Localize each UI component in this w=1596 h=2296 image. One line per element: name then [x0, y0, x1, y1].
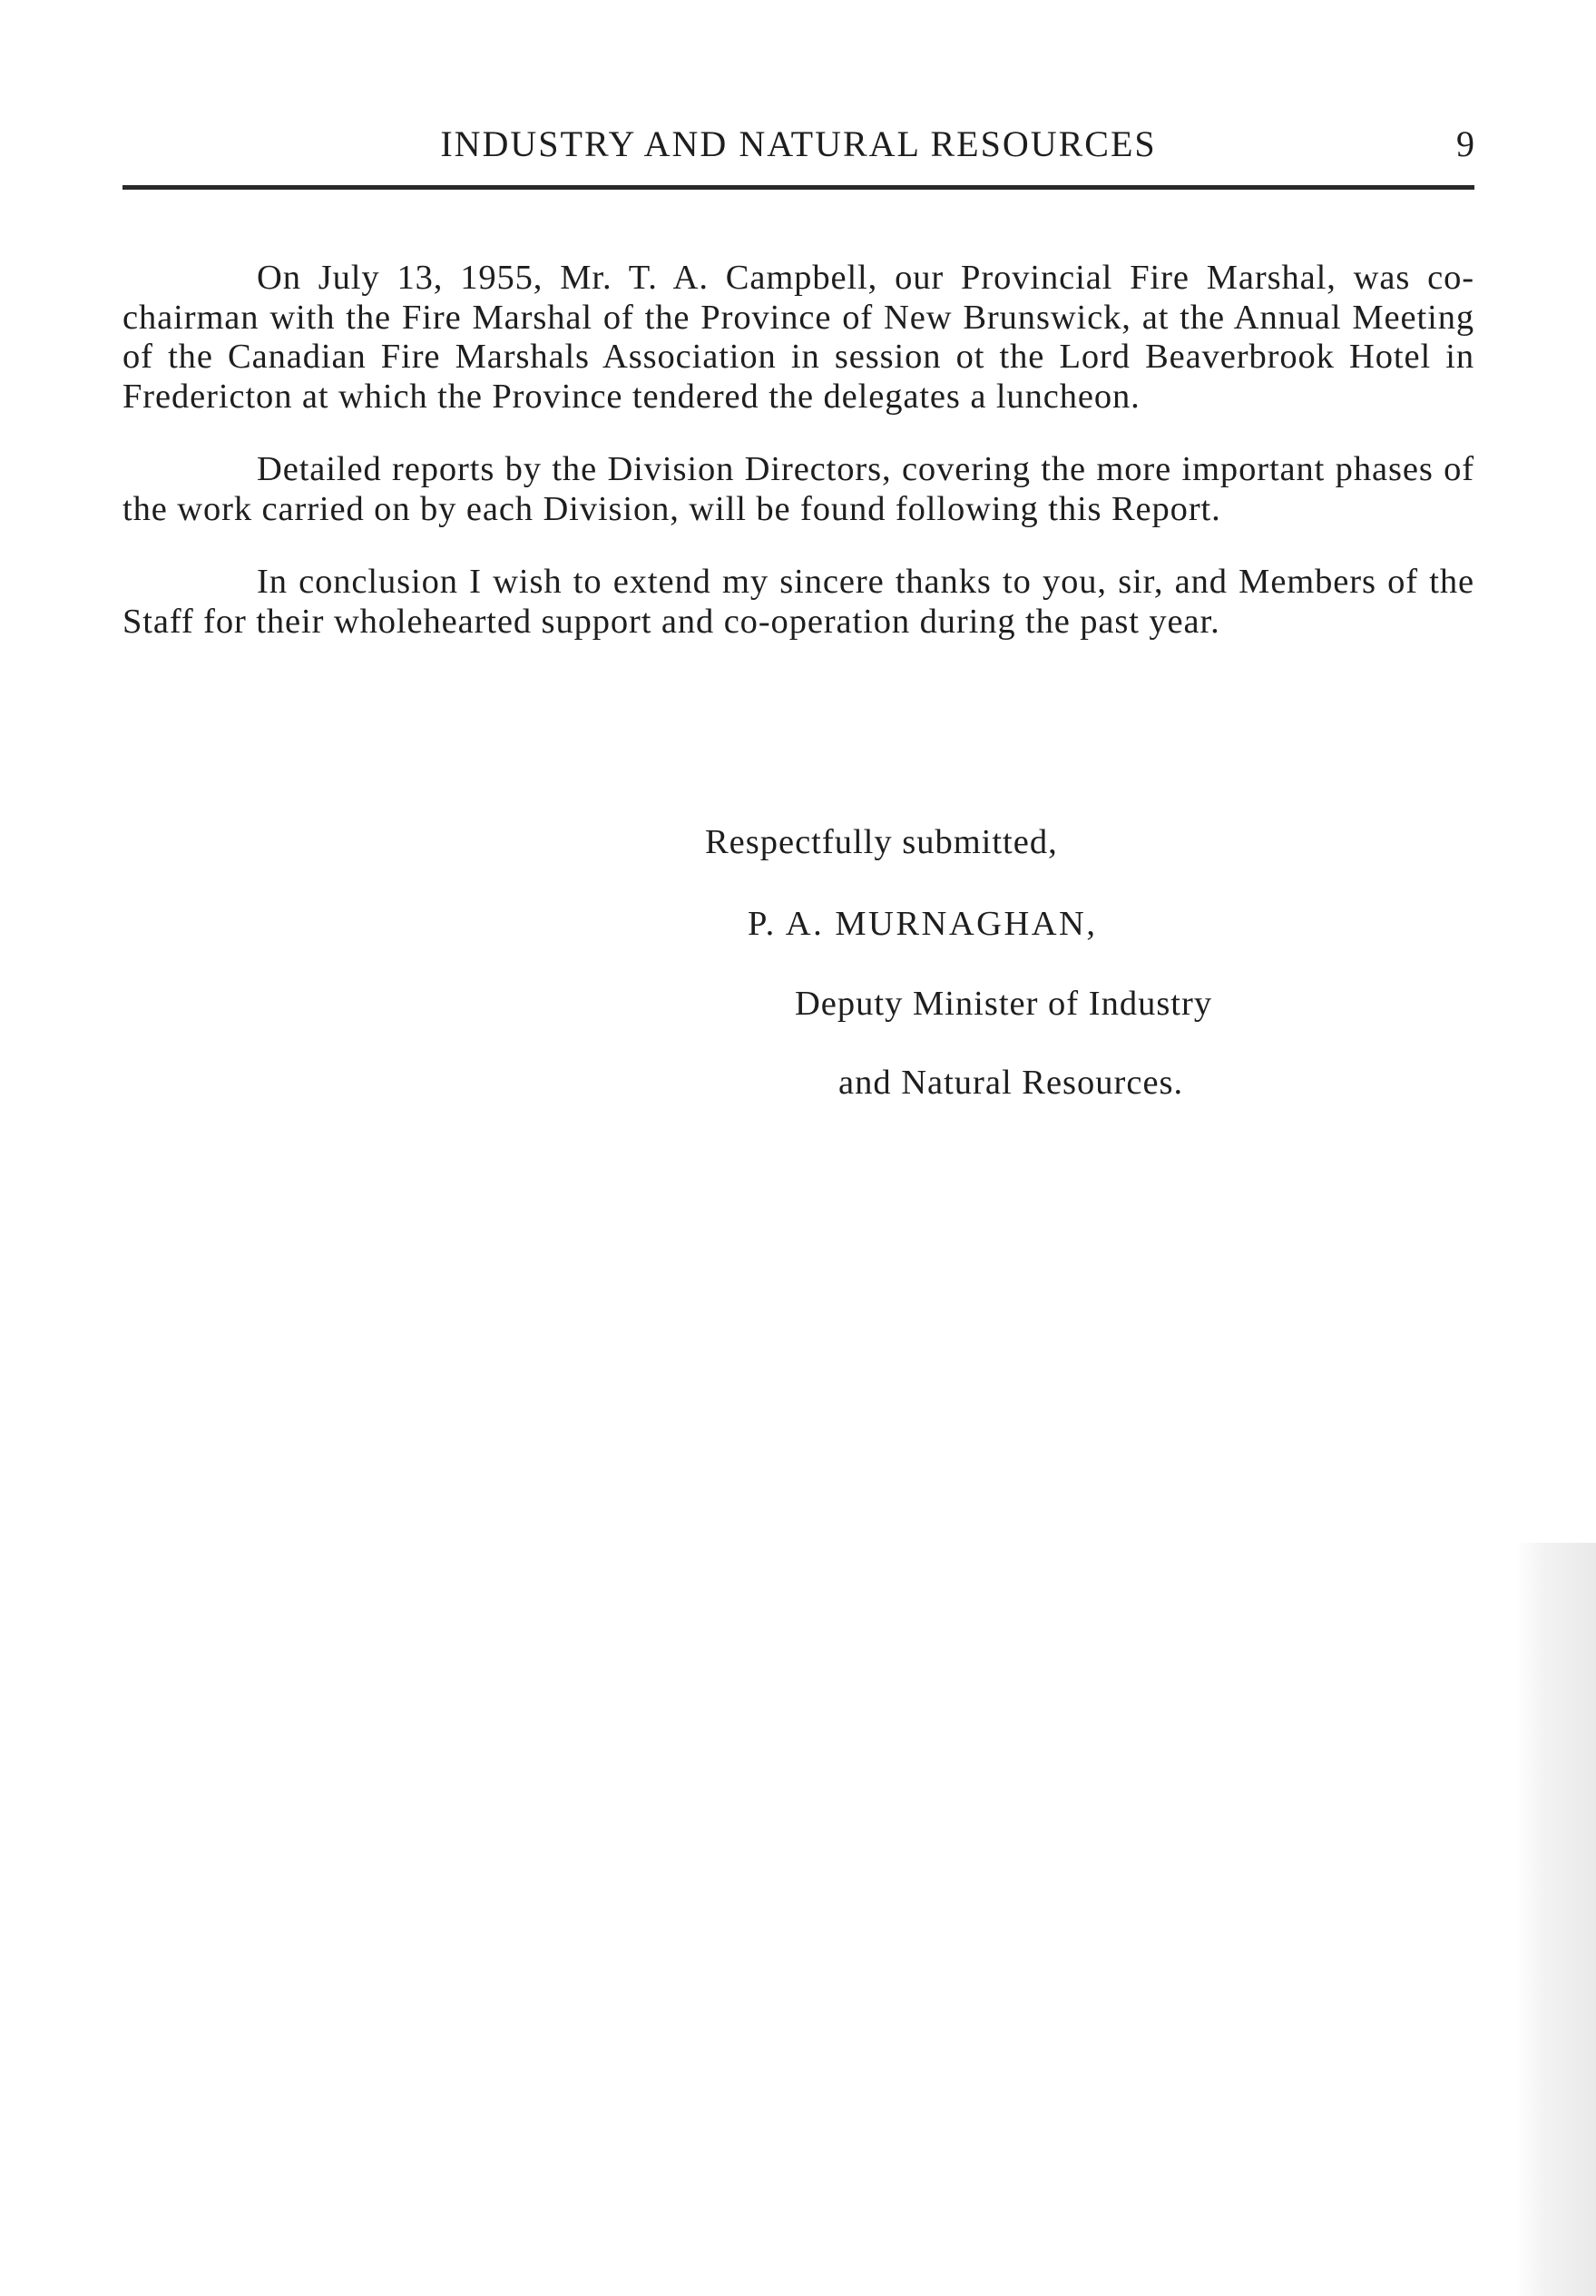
signature-title-line-2: and Natural Resources. [838, 1064, 1184, 1102]
running-header [122, 122, 1474, 167]
signature-closing: Respectfully submitted, [705, 823, 1058, 861]
paragraph-conclusion: In conclusion I wish to extend my sincere thanks to you, sir, and Members of the Staff for their wholehearted support and co-operation during the past year. [122, 563, 1474, 641]
header-rule [122, 185, 1474, 190]
page-number: 9 [1456, 123, 1474, 164]
page-edge-shadow [1515, 1543, 1596, 2296]
running-title: INDUSTRY AND NATURAL RESOURCES [440, 123, 1157, 164]
paragraph-division-reports: Detailed reports by the Division Directors, covering the more important phases of the work carried on by each Division, will be found following this Report. [122, 450, 1474, 528]
report-body [122, 259, 1474, 675]
paragraph-fire-marshal-meeting: On July 13, 1955, Mr. T. A. Campbell, our Provincial Fire Marshal, was co-chairman with the Fire Marshal of the Province of New Brunswick, at the Annual Meeting of the Canadian Fire Marshals Association in session ot the Lord Beaverbrook Hotel in Fredericton at which the Province tendered the delegates a luncheon. [122, 259, 1474, 416]
signature-name: P. A. MURNAGHAN, [748, 905, 1098, 943]
signature-title-line-1: Deputy Minister of Industry [795, 985, 1213, 1023]
